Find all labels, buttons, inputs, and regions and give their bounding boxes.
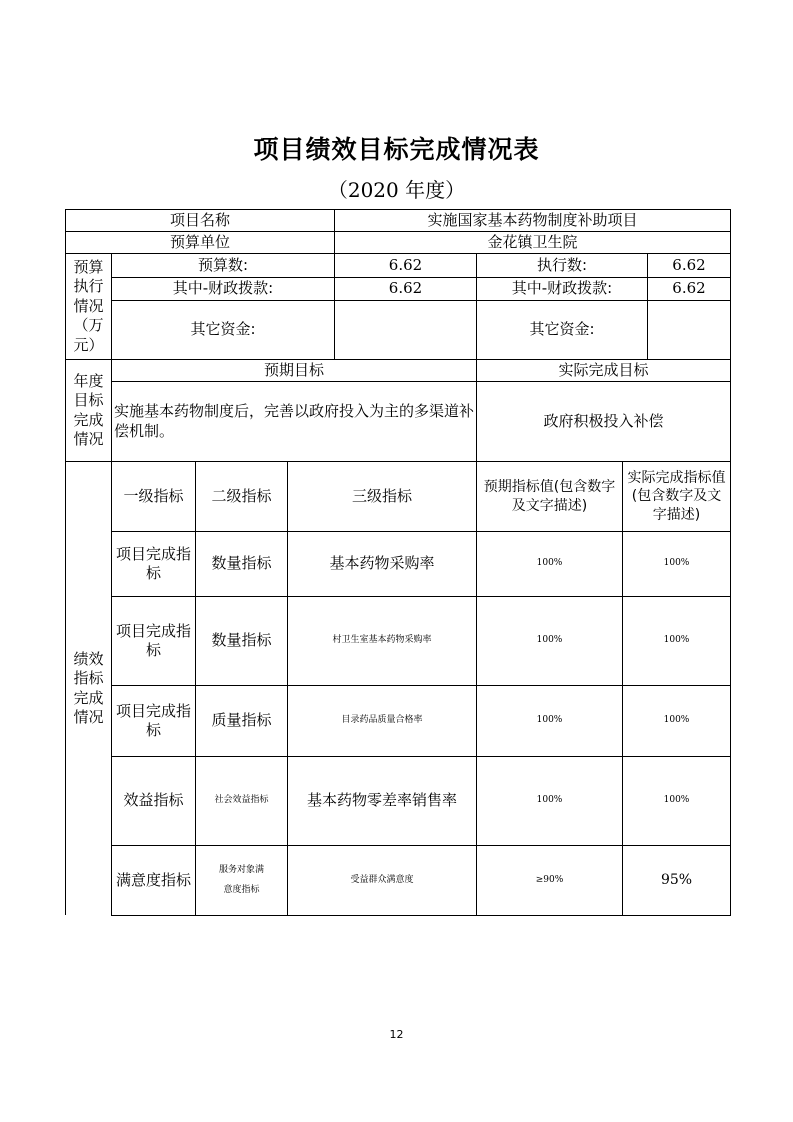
table-row-actual: 100%	[663, 715, 690, 726]
exec-fiscal-label: 其中-财政拨款:	[511, 279, 613, 298]
table-row-level3: 受益群众满意度	[350, 874, 414, 885]
fiscal-value: 6.62	[388, 279, 423, 298]
unit-label: 预算单位	[169, 232, 230, 251]
table-row-actual: 100%	[663, 558, 690, 569]
header-level2: 二级指标	[211, 486, 272, 505]
table-row-expected: ≥90%	[535, 874, 564, 885]
actual-target-header: 实际完成目标	[558, 360, 649, 379]
unit-value: 金花镇卫生院	[487, 232, 578, 251]
exec-label: 执行数:	[536, 255, 588, 274]
table-row-expected: 100%	[536, 795, 563, 806]
table-row-expected: 100%	[536, 715, 563, 726]
actual-target-text: 政府积极投入补偿	[543, 411, 664, 430]
budget-section-label: 预算执行情况（万元）	[73, 257, 104, 354]
table-row-level1: 项目完成指标	[115, 544, 191, 582]
other-funds-value	[335, 301, 476, 359]
expected-target-text: 实施基本药物制度后，完善以政府投入为主的多渠道补偿机制。	[114, 402, 475, 440]
table-row-level3: 基本药物采购率	[329, 554, 435, 573]
page-title: 项目绩效目标完成情况表	[253, 135, 540, 164]
table-row-expected: 100%	[536, 558, 563, 569]
table-row-level1: 满意度指标	[115, 870, 191, 889]
project-name-label: 项目名称	[169, 210, 230, 229]
page-subtitle: （2020 年度）	[327, 178, 466, 202]
table-border-right	[730, 209, 731, 916]
budget-label: 预算数:	[197, 255, 249, 274]
table-row-level2: 服务对象满意度指标	[218, 864, 264, 895]
fiscal-label: 其中-财政拨款:	[172, 279, 274, 298]
header-level1: 一级指标	[123, 486, 184, 505]
exec-other-funds-value	[648, 301, 730, 359]
table-row-level1: 项目完成指标	[115, 701, 191, 739]
header-actual: 实际完成指标值(包含数字及文字描述)	[627, 470, 726, 523]
table-border-bottom	[111, 915, 731, 916]
header-level3: 三级指标	[351, 486, 412, 505]
annual-section-label: 年度目标完成情况	[73, 371, 104, 448]
project-name-value: 实施国家基本药物制度补助项目	[427, 210, 638, 229]
exec-value: 6.62	[672, 255, 706, 274]
header-expected: 预期指标值(包含数字及文字描述)	[483, 479, 616, 514]
exec-other-funds-label: 其它资金:	[529, 320, 595, 339]
table-row-level2: 质量指标	[211, 711, 272, 730]
expected-target-header: 预期目标	[263, 360, 324, 379]
table-row-level3: 目录药品质量合格率	[341, 715, 423, 726]
other-funds-label: 其它资金:	[190, 320, 256, 339]
performance-section-label: 绩效指标完成情况	[73, 649, 104, 726]
table-row-level1: 效益指标	[123, 791, 184, 810]
table-row-level3: 基本药物零差率销售率	[306, 791, 457, 810]
budget-value: 6.62	[388, 255, 423, 274]
table-row-actual: 100%	[663, 795, 690, 806]
table-row-level2: 社会效益指标	[214, 795, 269, 806]
table-row-level1: 项目完成指标	[115, 621, 191, 659]
table-row-level3: 村卫生室基本药物采购率	[332, 635, 432, 646]
table-row-actual: 95%	[660, 872, 693, 889]
table-row-level2: 数量指标	[211, 554, 272, 573]
exec-fiscal-value: 6.62	[672, 279, 706, 298]
table-row-level2: 数量指标	[211, 631, 272, 650]
table-row-actual: 100%	[663, 635, 690, 646]
page-number: 12	[389, 1028, 404, 1041]
table-row-expected: 100%	[536, 635, 563, 646]
